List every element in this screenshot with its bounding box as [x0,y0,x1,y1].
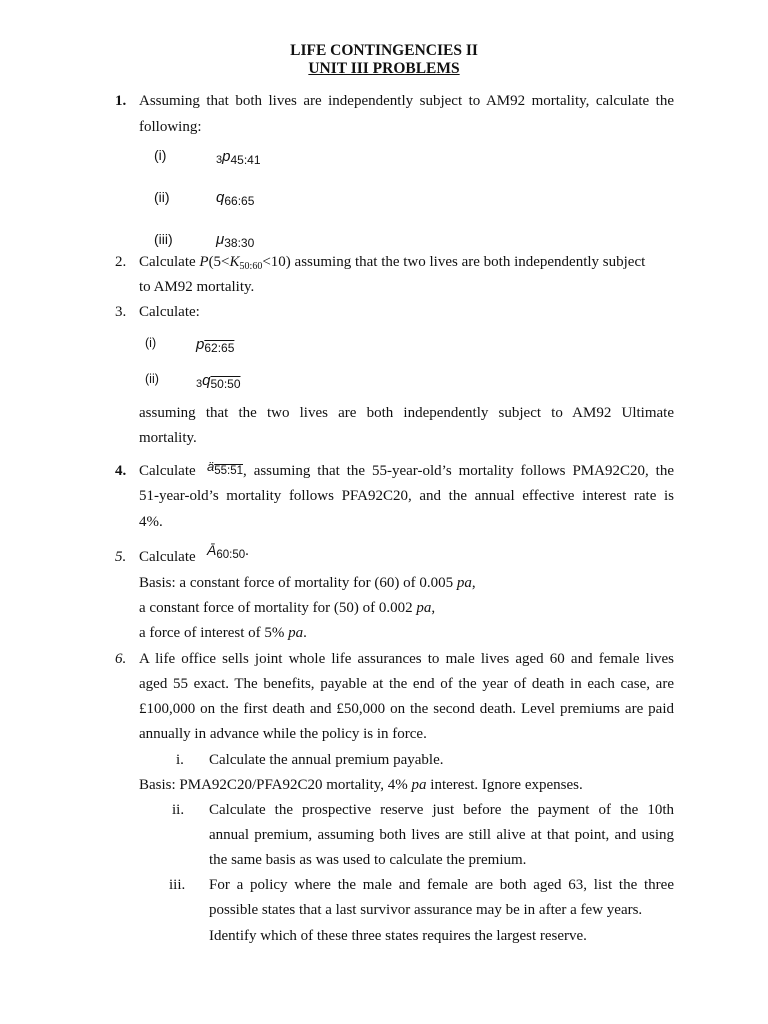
q6-ii-line2-text: annual premium, assuming both lives are still alive at that point, and using [209,827,674,843]
q6-line4: annually in advance while the policy is in force. [139,726,427,742]
q2-line1-a: Calculate [139,254,200,270]
q6-basis-pa: pa [411,777,427,793]
q6-line2 [139,676,674,693]
q3-item-1-label: (i) [145,336,157,350]
q3-item-1-expr [196,336,234,354]
q2-line1-b: (5< [208,254,230,270]
q3-item-2-expr [196,372,241,390]
q2-line1-c: <10) assuming that the two lives are both independently subject [262,254,646,270]
q4-number: 4. [115,463,127,479]
q6-line1 [139,651,674,668]
q1-item-1-prefix: 3 [216,154,223,166]
q4-expr [207,459,243,476]
q6-iii-line2: possible states that a last survivor assurance may be in after a few years. [209,902,643,918]
q1-item-1-expr [216,148,261,166]
q6-line1-text: A life office sells joint whole life assurances to male lives aged 60 and female lives [139,651,674,667]
q1-item-3-subscript: 38:30 [224,236,255,250]
q6-basis-b: interest. Ignore expenses. [426,777,583,793]
q1-line1 [139,93,674,110]
page-subtitle-text: UNIT III PROBLEMS [308,60,460,77]
q1-item-2-label: (ii) [154,189,170,205]
q4-line2 [139,488,674,505]
q5-basis-2-pa: pa [416,600,432,616]
q2-line2: to AM92 mortality. [139,279,255,295]
q5-expr [207,542,249,560]
q5-basis-1 [139,575,476,592]
q5-basis-2-a: a constant force of mortality for (50) of 0.002 [139,600,417,616]
q3-line2 [139,405,674,422]
q1-item-1-symbol: p [222,148,231,165]
q1-item-1-label: (i) [154,147,167,163]
q6-iii-line1-text: For a policy where the male and female are both aged 63, list the three [209,877,674,893]
q6-i-label: i. [176,752,184,768]
q6-ii-line3: the same basis as was used to calculate the premium. [209,852,527,868]
q1-item-3-label: (iii) [154,231,173,247]
q2-line1 [139,254,645,271]
q6-ii-line1 [209,802,674,819]
q4-line1-text: , assuming that the 55-year-old’s mortality follows PMA92C20, the [243,463,674,479]
q6-i-text: Calculate the annual premium payable. [209,752,444,768]
q3-item-1-symbol: p [196,336,205,353]
q4-line3: 4%. [139,514,163,530]
q6-iii-label: iii. [169,877,186,893]
q5-calc: Calculate [139,549,196,565]
q3-line2-text: assuming that the two lives are both independently subject to AM92 Ultimate [139,405,674,421]
q1-item-1-subscript: 45:41 [230,153,261,167]
q2-line1-ksub: 50:60 [239,261,263,272]
q4-calc: Calculate [139,463,196,479]
q3-item-2-symbol: q [202,372,211,389]
q6-ii-label: ii. [172,802,185,818]
q5-basis-1-a: Basis: a constant force of mortality for (60) of 0.005 [139,575,457,591]
q5-basis-3-pa: pa [288,625,304,641]
q5-basis-1-pa: pa [456,575,472,591]
q4-line1 [243,463,674,480]
page-subtitle [0,60,768,78]
q5-symbol: Ā [207,542,217,558]
q3-line1: Calculate: [139,304,200,320]
q3-number: 3. [115,304,127,320]
q6-line2-text: aged 55 exact. The benefits, payable at the end of the year of death in each case, are [139,676,674,692]
q6-ii-line2 [209,827,674,844]
q3-item-1-subscript: 62:65 [204,341,235,355]
q6-ii-line1-text: Calculate the prospective reserve just before the payment of the 10th [209,802,674,818]
q5-basis-3-a: a force of interest of 5% [139,625,289,641]
q6-number: 6. [115,651,127,667]
q6-line3 [139,701,674,718]
q2-line1-p: P [199,254,209,270]
q1-item-2-subscript: 66:65 [224,194,255,208]
q1-item-2-symbol: q [216,189,225,206]
q1-item-2-expr [216,189,254,207]
page-title: LIFE CONTINGENCIES II [290,42,478,59]
q2-line1-k: K [229,254,240,270]
q3-item-2-prefix: 3 [196,378,203,390]
q5-basis-1-b: , [471,575,476,591]
q6-line3-text: £100,000 on the first death and £50,000 on the second death. Level premiums are paid [139,701,674,717]
q3-item-2-label: (ii) [145,372,159,386]
q1-line2: following: [139,119,202,135]
q6-iii-line3: Identify which of these three states requires the largest reserve. [209,928,587,944]
q3-line3: mortality. [139,430,197,446]
q5-basis-2 [139,600,435,617]
q3-item-2-subscript: 50:50 [210,377,241,391]
q6-basis [139,777,583,794]
q1-item-3-expr [216,231,254,249]
q5-basis-2-b: , [431,600,436,616]
q5-subscript: 60:50 [216,549,246,561]
q6-iii-line1 [209,877,674,894]
q1-line1-text: Assuming that both lives are independently subject to AM92 mortality, calculate the [139,93,674,109]
q1-number: 1. [115,93,127,109]
q5-dot: . [245,543,249,559]
q4-line2-text: 51-year-old’s mortality follows PFA92C20, and the annual effective interest rate is [139,488,674,504]
q1-item-3-symbol: μ [216,231,225,248]
q5-basis-3-b: . [303,625,307,641]
q2-number: 2. [115,254,127,270]
q6-basis-a: Basis: PMA92C20/PFA92C20 mortality, 4% [139,777,412,793]
q5-basis-3 [139,625,307,642]
q5-number: 5. [115,549,127,565]
q4-symbol: ä [207,459,215,474]
q4-subscript: 55:51 [214,465,244,477]
